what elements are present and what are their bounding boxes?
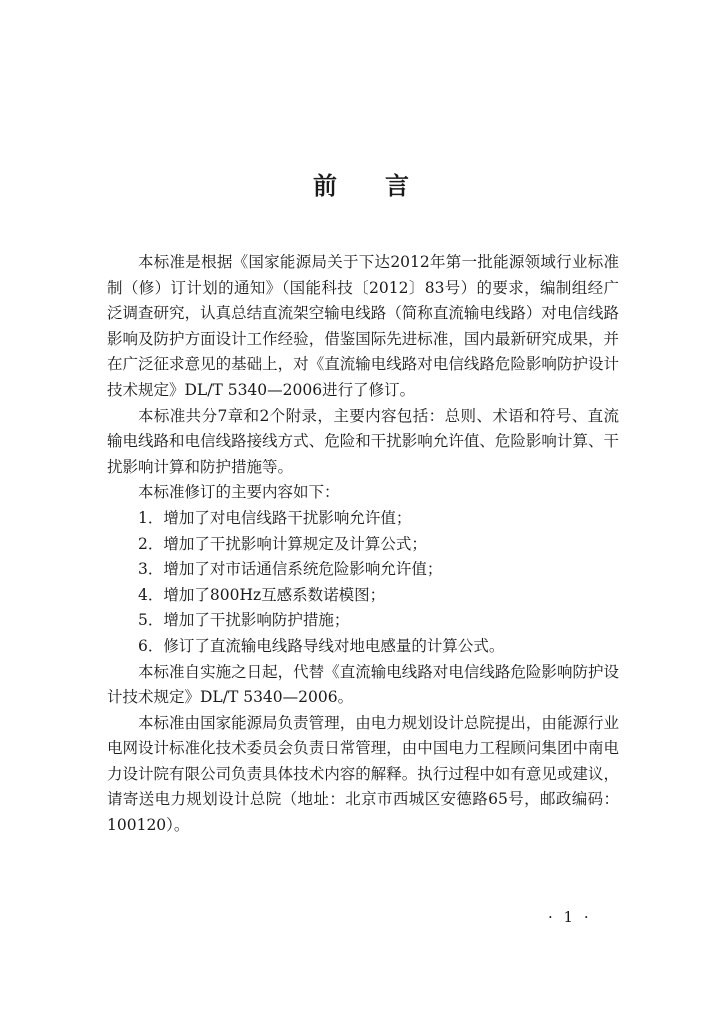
document-body [107, 250, 619, 839]
title-char-1: 前 [313, 172, 339, 200]
list-item: 1．增加了对电信线路干扰影响允许值； [138, 508, 412, 527]
paragraph-management: 本标准由国家能源局负责管理，由电力规划设计总院提出，由能源行业电网设计标准化技术委员会负责日常管理，由中国电力工程顾问集团中南电力设计院有限公司负责具体技术内容的解释。执行过程中如有意见或建议，请寄送电力规划设计总院（地址：北京市西城区安德路65号，邮政编码：100120）。 [107, 713, 619, 835]
title-char-2: 言 [385, 172, 411, 200]
list-item: 3．增加了对市话通信系统危险影响允许值； [138, 560, 443, 579]
paragraph-replacement: 本标准自实施之日起，代替《直流输电线路对电信线路危险影响防护设计技术规定》DL/T 5340—2006。 [107, 662, 619, 707]
list-item: 4．增加了800Hz互感系数诺模图； [138, 585, 386, 604]
paragraph-revision-intro: 本标准修订的主要内容如下： [138, 483, 340, 502]
paragraph-contents: 本标准共分7章和2个附录，主要内容包括：总则、术语和符号、直流输电线路和电信线路接线方式、危险和干扰影响允许值、危险影响计算、干扰影响计算和防护措施等。 [107, 406, 619, 476]
paragraph-basis: 本标准是根据《国家能源局关于下达2012年第一批能源领域行业标准制（修）订计划的通知》（国能科技〔2012〕83号）的要求，编制组经广泛调查研究，认真总结直流架空输电线路（简称直流输电线路）对电信线路影响及防护方面设计工作经验，借鉴国际先进标准，国内最新研究成果，并在广泛征求意见的基础上，对《直流输电线路对电信线路危险影响防护设计技术规定》DL/T 5340—2006进行了修订。 [107, 253, 619, 399]
page-title [0, 166, 724, 201]
list-item: 6．修订了直流输电线路导线对地电感量的计算公式。 [138, 636, 505, 655]
list-item: 5．增加了干扰影响防护措施； [138, 611, 350, 630]
page-number: · 1 · [548, 908, 592, 926]
list-item: 2．增加了干扰影响计算规定及计算公式； [138, 534, 427, 553]
